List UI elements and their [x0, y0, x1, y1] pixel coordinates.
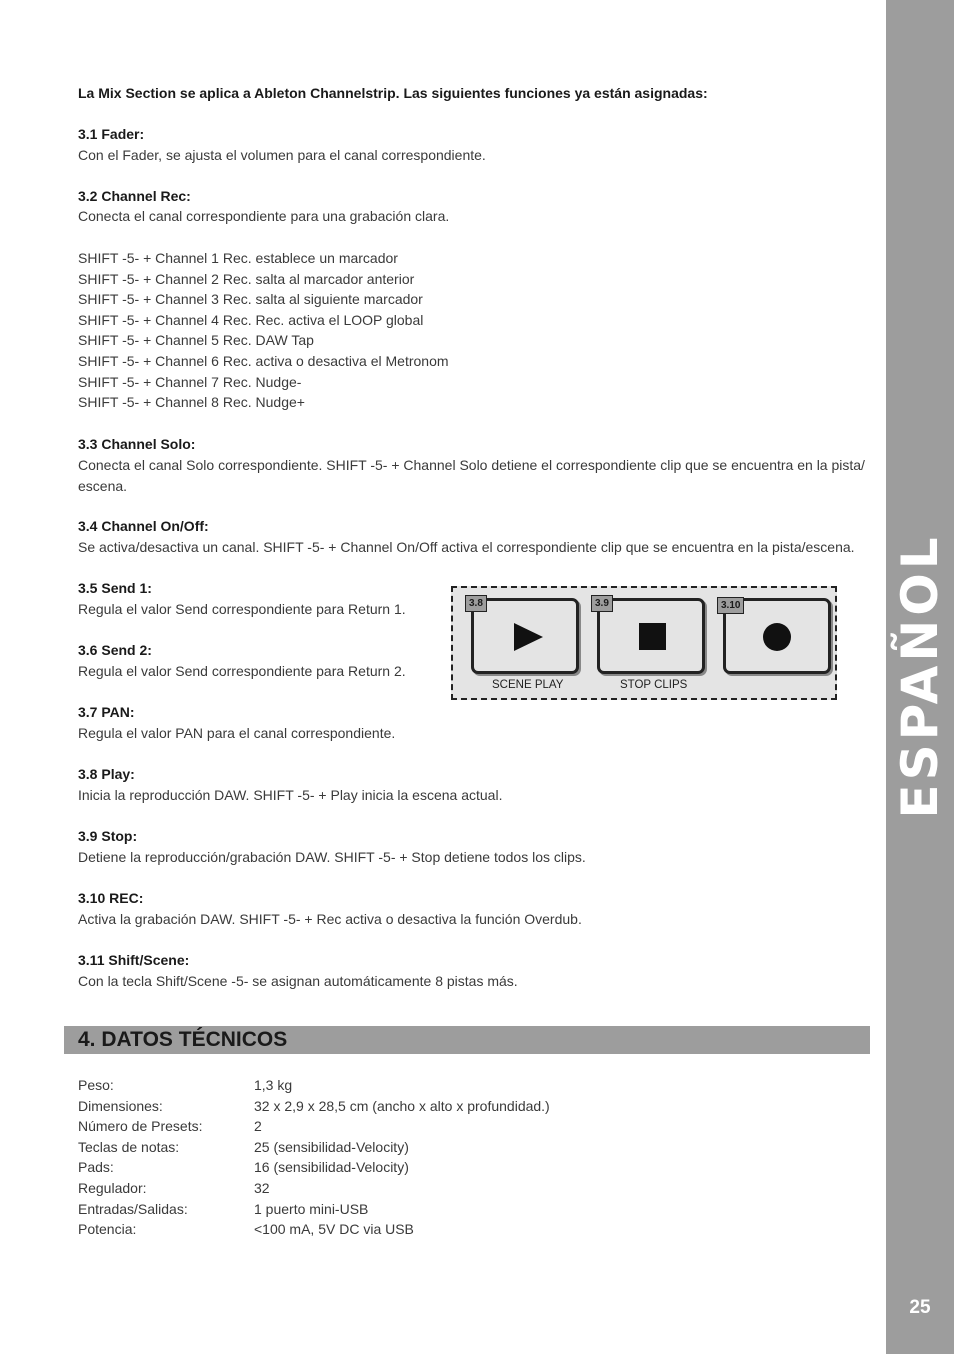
rec-heading: 3.2 Channel Rec:	[78, 188, 191, 204]
spec-value: 1,3 kg	[254, 1077, 293, 1093]
send1-text: Regula el valor Send correspondiente para Return 1.	[78, 601, 406, 617]
spec-value: 16 (sensibilidad-Velocity)	[254, 1159, 409, 1176]
play-heading: 3.8 Play:	[78, 766, 135, 782]
pan-text: Regula el valor PAN para el canal correspondiente.	[78, 725, 396, 741]
rec-line: SHIFT -5- + Channel 2 Rec. salta al marcador anterior	[78, 270, 415, 287]
rec-line: SHIFT -5- + Channel 7 Rec. Nudge-	[78, 373, 302, 390]
spec-value: 32 x 2,9 x 28,5 cm (ancho x alto x profundidad.)	[254, 1097, 550, 1114]
spec-label: Pads:	[78, 1159, 114, 1176]
rec-line: SHIFT -5- + Channel 6 Rec. activa o desactiva el Metronom	[78, 353, 449, 369]
spec-label: Dimensiones:	[78, 1097, 163, 1114]
stop-clips-label: STOP CLIPS	[620, 679, 688, 691]
intro-text: La Mix Section se aplica a Ableton Channelstrip. Las siguientes funciones ya están asignadas:	[78, 85, 708, 101]
tag-3-10: 3.10	[717, 597, 744, 614]
rec-line: SHIFT -5- + Channel 4 Rec. Rec. activa el LOOP global	[78, 311, 424, 328]
scene-play-label: SCENE PLAY	[492, 679, 564, 691]
spec-label: Potencia:	[78, 1221, 137, 1238]
shift-heading: 3.11 Shift/Scene:	[78, 952, 190, 968]
stop-text: Detiene la reproducción/grabación DAW. SHIFT -5- + Stop detiene todos los clips.	[78, 849, 586, 865]
rec-text: Conecta el canal correspondiente para una grabación clara.	[78, 208, 450, 224]
play-text: Inicia la reproducción DAW. SHIFT -5- + Play inicia la escena actual.	[78, 787, 503, 803]
send2-text: Regula el valor Send correspondiente para Return 2.	[78, 663, 406, 679]
shift-text: Con la tecla Shift/Scene -5- se asignan automáticamente 8 pistas más.	[78, 973, 518, 989]
spec-label: Teclas de notas:	[78, 1138, 180, 1155]
onoff-text: Se activa/desactiva un canal. SHIFT -5- + Channel On/Off activa el correspondiente clip que se encuentra en la pista/escena.	[78, 539, 855, 555]
stop-heading: 3.9 Stop:	[78, 828, 138, 844]
rec-line: SHIFT -5- + Channel 3 Rec. salta al siguiente marcador	[78, 291, 423, 308]
play-icon	[474, 601, 576, 671]
section-title: 4. DATOS TÉCNICOS	[78, 1028, 288, 1051]
spec-value: 1 puerto mini-USB	[254, 1200, 369, 1217]
pan-heading: 3.7 PAN:	[78, 704, 135, 720]
rec-line: SHIFT -5- + Channel 5 Rec. DAW Tap	[78, 332, 314, 349]
onoff-heading: 3.4 Channel On/Off:	[78, 518, 209, 534]
stop-clips-button	[597, 598, 705, 674]
spec-label: Peso:	[78, 1077, 114, 1093]
stop-icon	[600, 601, 702, 671]
scene-play-button	[471, 598, 579, 674]
rec-line: SHIFT -5- + Channel 1 Rec. establece un marcador	[78, 250, 398, 266]
page-number: 25	[909, 1297, 931, 1318]
rec-button-heading: 3.10 REC:	[78, 890, 144, 906]
fader-text: Con el Fader, se ajusta el volumen para el canal correspondiente.	[78, 147, 486, 163]
solo-text: Conecta el canal Solo correspondiente. SHIFT -5- + Channel Solo detiene el correspondiente clip que se encuentra en la pista/ escena.	[78, 457, 865, 494]
spec-value: 2	[254, 1118, 262, 1135]
spec-label: Regulador:	[78, 1180, 147, 1196]
send1-heading: 3.5 Send 1:	[78, 580, 152, 596]
spec-value: 32	[254, 1180, 270, 1196]
rec-line: SHIFT -5- + Channel 8 Rec. Nudge+	[78, 394, 305, 411]
send2-heading: 3.6 Send 2:	[78, 642, 152, 658]
spec-label: Número de Presets:	[78, 1118, 203, 1135]
tag-3-8: 3.8	[465, 595, 487, 612]
spec-value: <100 mA, 5V DC via USB	[254, 1221, 414, 1238]
transport-figure	[451, 586, 837, 700]
tag-3-9: 3.9	[591, 595, 613, 612]
language-label: ESPAÑOL	[891, 533, 949, 819]
spec-value: 25 (sensibilidad-Velocity)	[254, 1138, 409, 1155]
solo-heading: 3.3 Channel Solo:	[78, 436, 196, 452]
spec-label: Entradas/Salidas:	[78, 1200, 188, 1217]
fader-heading: 3.1 Fader:	[78, 126, 145, 142]
rec-button-text: Activa la grabación DAW. SHIFT -5- + Rec activa o desactiva la función Overdub.	[78, 911, 582, 927]
